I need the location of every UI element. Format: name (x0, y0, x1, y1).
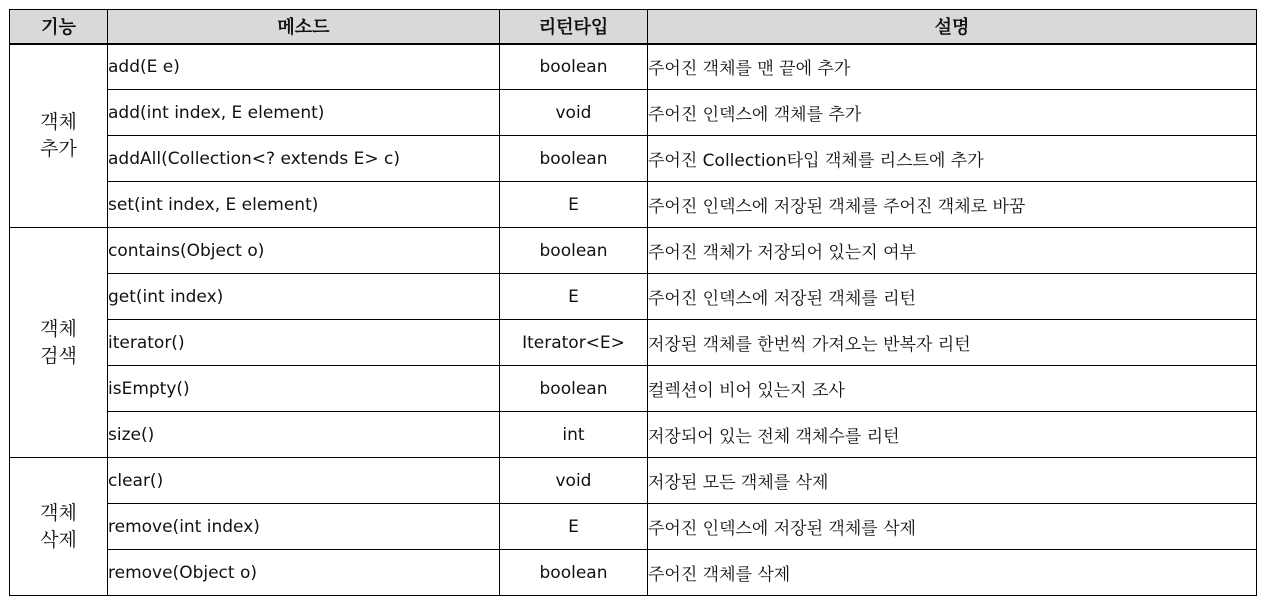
feature-label: 객체 (40, 110, 77, 133)
feature-cell-search (10, 228, 108, 458)
return-type-cell: boolean (500, 136, 648, 182)
description-cell: 주어진 인덱스에 객체를 추가 (648, 90, 1257, 136)
table-row (10, 320, 1257, 366)
method-cell: remove(Object o) (108, 550, 500, 596)
return-type-cell: Iterator<E> (500, 320, 648, 366)
description-cell: 저장되어 있는 전체 객체수를 리턴 (648, 412, 1257, 458)
return-type-cell: boolean (500, 228, 648, 274)
description-cell: 주어진 인덱스에 저장된 객체를 주어진 객체로 바꿈 (648, 182, 1257, 228)
table-row (10, 90, 1257, 136)
table-row (10, 366, 1257, 412)
method-cell: addAll(Collection<? extends E> c) (108, 136, 500, 182)
return-type-cell: boolean (500, 550, 648, 596)
return-type-cell: E (500, 274, 648, 320)
return-type-cell: int (500, 412, 648, 458)
method-cell: isEmpty() (108, 366, 500, 412)
header-method: 메소드 (108, 10, 500, 44)
table-row (10, 412, 1257, 458)
return-type-cell: E (500, 182, 648, 228)
description-cell: 저장된 모든 객체를 삭제 (648, 458, 1257, 504)
method-cell: set(int index, E element) (108, 182, 500, 228)
feature-cell-delete (10, 458, 108, 596)
table-row (10, 504, 1257, 550)
table-row (10, 550, 1257, 596)
table-header-row (10, 10, 1257, 44)
description-cell: 주어진 객체를 맨 끝에 추가 (648, 44, 1257, 90)
description-cell: 컬렉션이 비어 있는지 조사 (648, 366, 1257, 412)
description-cell: 저장된 객체를 한번씩 가져오는 반복자 리턴 (648, 320, 1257, 366)
description-cell: 주어진 인덱스에 저장된 객체를 삭제 (648, 504, 1257, 550)
return-type-cell: void (500, 90, 648, 136)
feature-cell-add (10, 44, 108, 228)
table-row (10, 182, 1257, 228)
feature-label: 추가 (40, 137, 77, 160)
return-type-cell: boolean (500, 366, 648, 412)
table-row (10, 274, 1257, 320)
table-row (10, 136, 1257, 182)
method-cell: add(E e) (108, 44, 500, 90)
description-cell: 주어진 객체를 삭제 (648, 550, 1257, 596)
method-cell: iterator() (108, 320, 500, 366)
feature-label: 객체 (40, 501, 77, 524)
description-cell: 주어진 Collection타입 객체를 리스트에 추가 (648, 136, 1257, 182)
return-type-cell: boolean (500, 44, 648, 90)
method-cell: get(int index) (108, 274, 500, 320)
feature-label: 검색 (40, 344, 77, 367)
header-feature: 기능 (10, 10, 108, 44)
description-cell: 주어진 객체가 저장되어 있는지 여부 (648, 228, 1257, 274)
feature-label: 객체 (40, 317, 77, 340)
table-row (10, 458, 1257, 504)
method-cell: add(int index, E element) (108, 90, 500, 136)
table-row (10, 44, 1257, 90)
return-type-cell: void (500, 458, 648, 504)
feature-label: 삭제 (40, 528, 77, 551)
list-methods-table (9, 9, 1257, 596)
method-cell: clear() (108, 458, 500, 504)
method-cell: size() (108, 412, 500, 458)
table-row (10, 228, 1257, 274)
return-type-cell: E (500, 504, 648, 550)
description-cell: 주어진 인덱스에 저장된 객체를 리턴 (648, 274, 1257, 320)
method-cell: contains(Object o) (108, 228, 500, 274)
method-cell: remove(int index) (108, 504, 500, 550)
header-description: 설명 (648, 10, 1257, 44)
header-return-type: 리턴타입 (500, 10, 648, 44)
